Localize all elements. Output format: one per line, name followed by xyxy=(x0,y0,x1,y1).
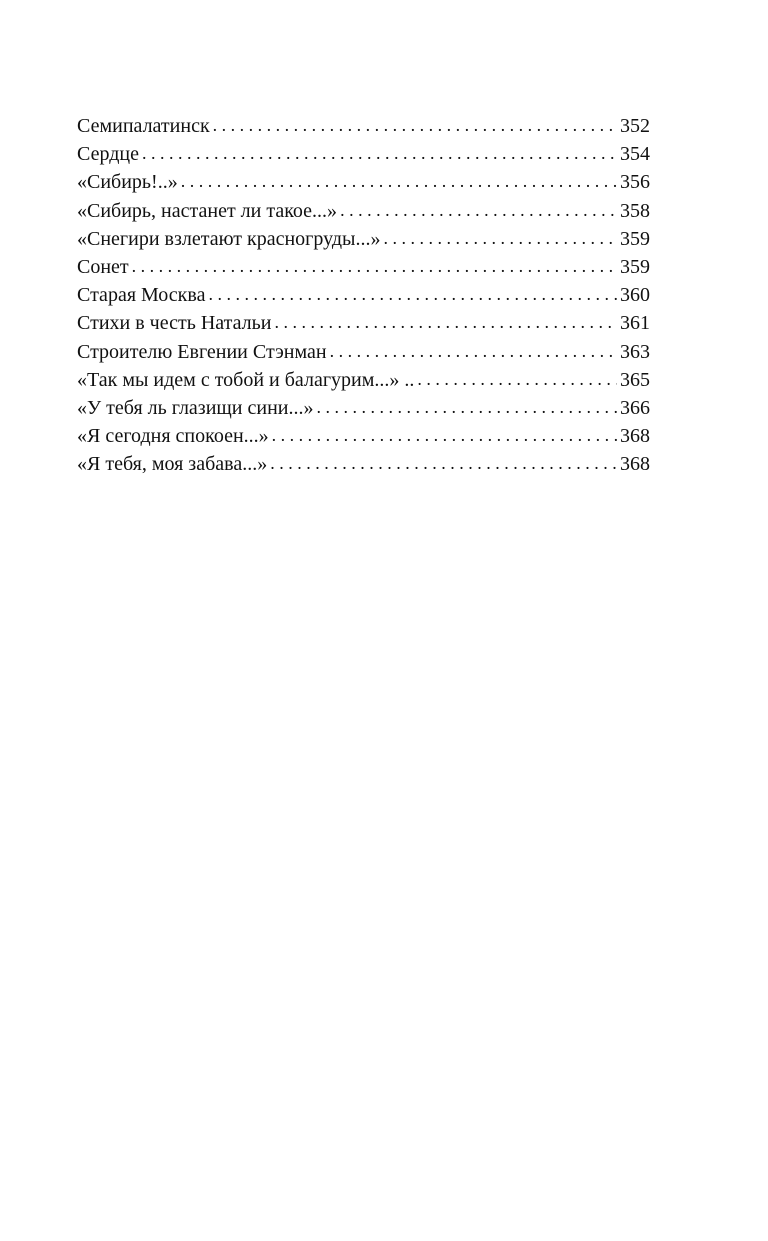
toc-entry xyxy=(77,140,650,168)
toc-dot-leader xyxy=(132,252,617,280)
toc-entry-page: 356 xyxy=(620,171,650,194)
toc-entry-page: 359 xyxy=(620,255,650,278)
toc-entry-title: «Сибирь!..» xyxy=(77,171,178,194)
toc-dot-leader xyxy=(213,111,617,139)
toc-entry-page: 360 xyxy=(620,284,650,307)
toc-entry xyxy=(77,422,650,450)
toc-dot-leader xyxy=(317,393,618,421)
toc-entry-title: Стихи в честь Натальи xyxy=(77,312,272,335)
toc-entry xyxy=(77,225,650,253)
toc-entry-page: 366 xyxy=(620,396,650,419)
toc-entry-page: 363 xyxy=(620,340,650,363)
toc-entry-page: 361 xyxy=(620,312,650,335)
toc-dot-leader xyxy=(340,196,617,224)
toc-entry xyxy=(77,309,650,337)
toc-entry-page: 352 xyxy=(620,115,650,137)
toc-dot-leader xyxy=(383,224,617,252)
toc-entry xyxy=(77,197,650,225)
toc-entry-title: Семипалатинск xyxy=(77,115,210,137)
toc-entry xyxy=(77,338,650,366)
toc-entry-title: «Так мы идем с тобой и балагурим...» .. xyxy=(77,368,415,391)
toc-entry-page: 368 xyxy=(620,453,650,476)
toc-dot-leader xyxy=(274,308,617,336)
toc-entry-title: «Снегири взлетают красногруды...» xyxy=(77,227,381,250)
toc-entry-title: «У тебя ль глазищи сини...» xyxy=(77,396,314,419)
toc-dot-leader xyxy=(417,365,617,393)
toc-entry-title: Старая Москва xyxy=(77,284,206,307)
toc-entry-title: «Сибирь, настанет ли такое...» xyxy=(77,199,338,222)
toc-dot-leader xyxy=(181,167,617,195)
toc-dot-leader xyxy=(142,139,617,167)
toc-entry xyxy=(77,281,650,309)
toc-entry-page: 354 xyxy=(620,143,650,166)
toc-entry-page: 358 xyxy=(620,199,650,222)
toc-entry xyxy=(77,394,650,422)
toc-entry xyxy=(77,366,650,394)
toc-dot-leader xyxy=(270,449,617,477)
table-of-contents xyxy=(77,112,650,478)
toc-entry-title: Сонет xyxy=(77,255,129,278)
toc-dot-leader xyxy=(330,337,617,365)
toc-entry-page: 359 xyxy=(620,227,650,250)
toc-entry-page: 368 xyxy=(620,425,650,448)
toc-dot-leader xyxy=(272,421,617,449)
toc-entry-title: «Я тебя, моя забава...» xyxy=(77,453,268,476)
toc-entry xyxy=(77,450,650,478)
toc-dot-leader xyxy=(208,280,617,308)
toc-entry xyxy=(77,168,650,196)
toc-entry-title: Сердце xyxy=(77,143,139,166)
toc-entry-page: 365 xyxy=(620,368,650,391)
toc-entry xyxy=(77,253,650,281)
toc-entry xyxy=(77,112,650,140)
toc-entry-title: Строителю Евгении Стэнман xyxy=(77,340,327,363)
toc-entry-title: «Я сегодня спокоен...» xyxy=(77,425,269,448)
